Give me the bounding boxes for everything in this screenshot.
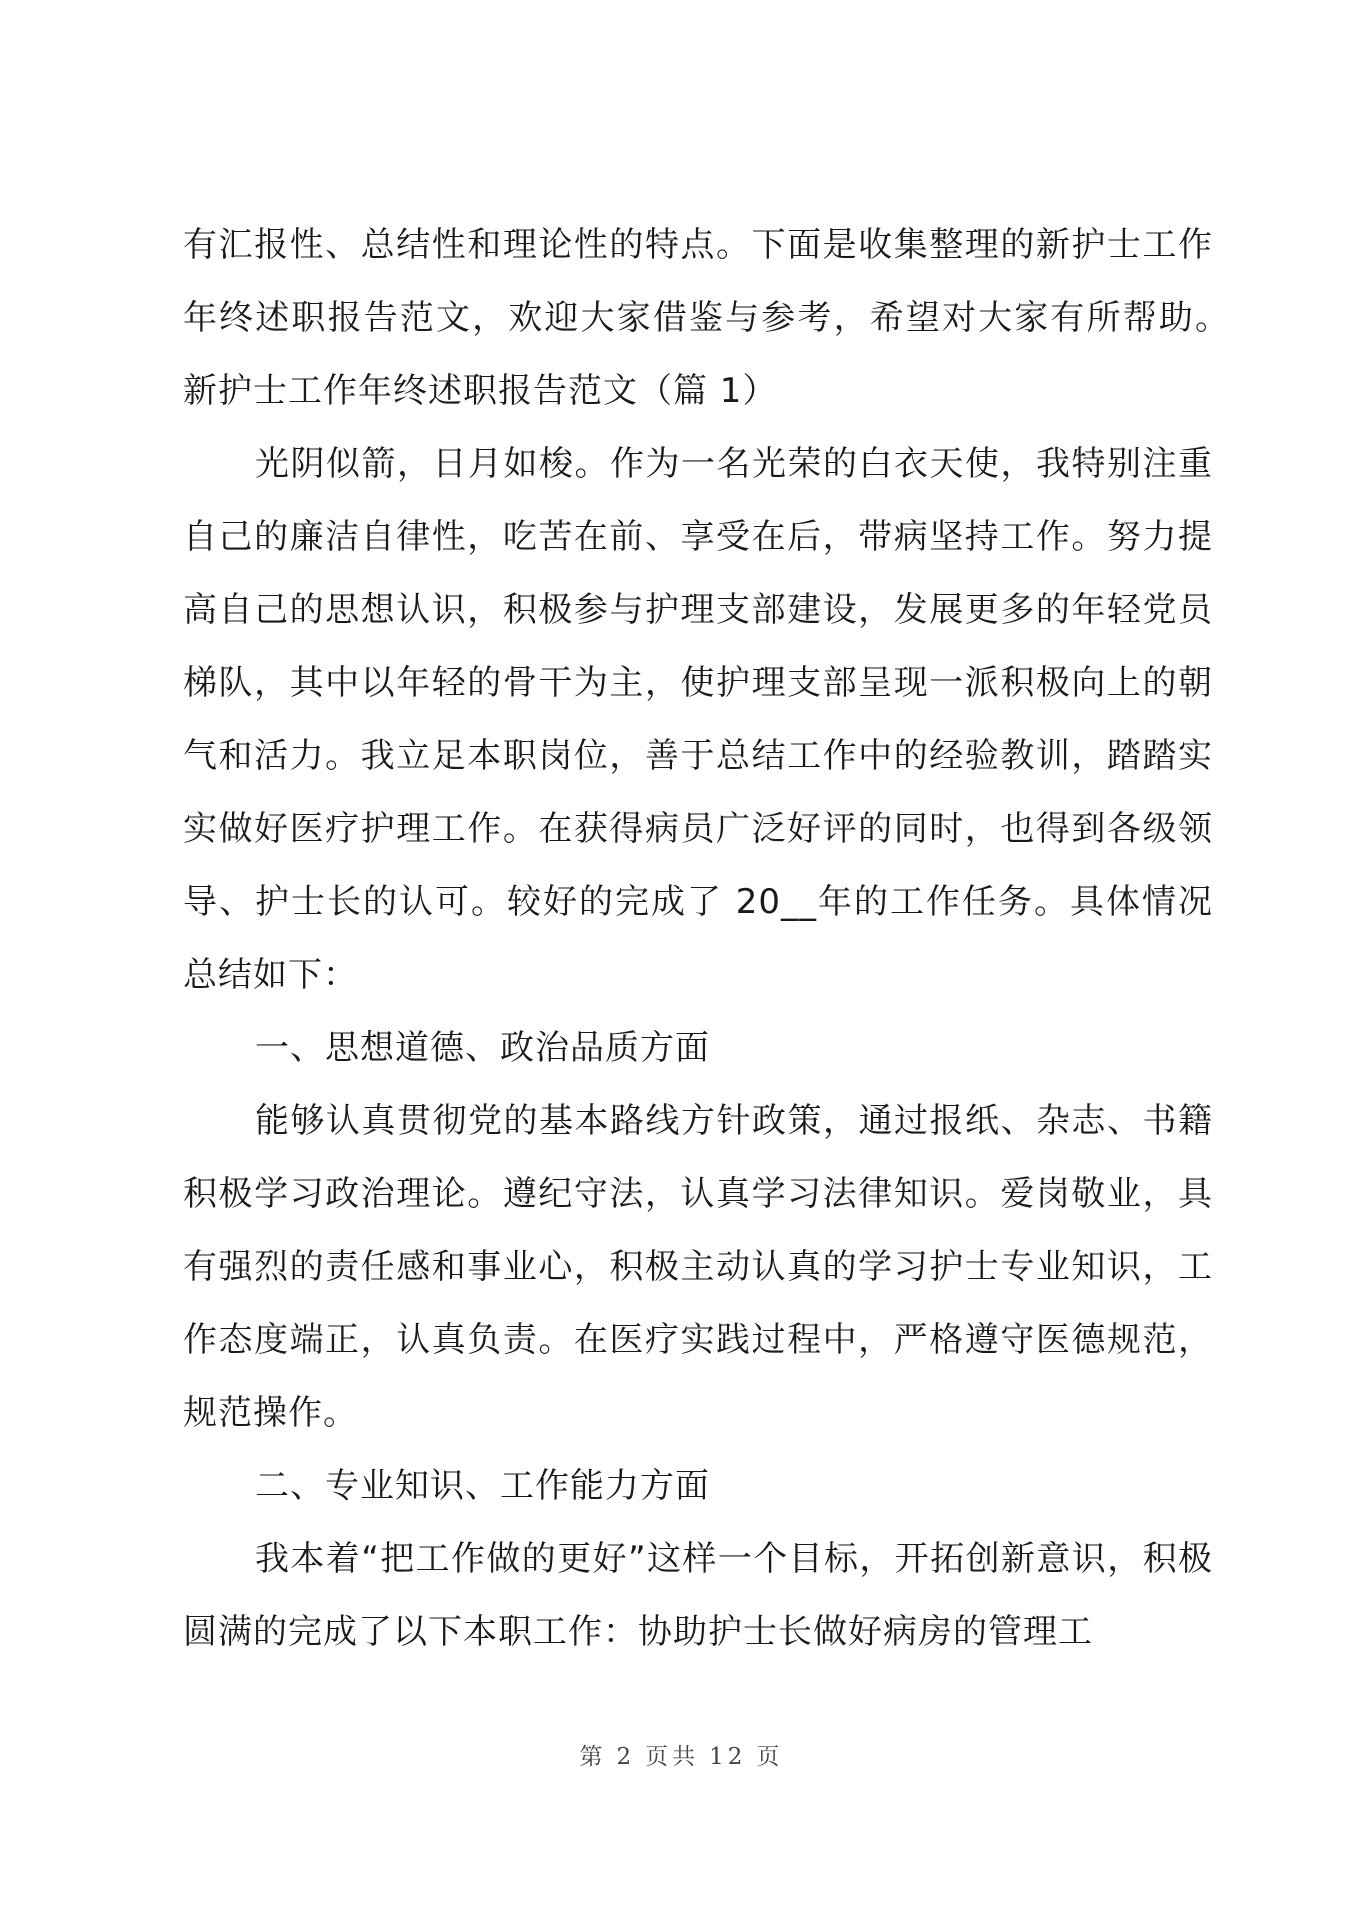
document-body — [183, 209, 1283, 1669]
footer-page-number: 2 — [616, 1744, 636, 1770]
section-heading-1: 一、思想道德、政治品质方面 — [255, 1028, 710, 1068]
intro-paragraph: 有汇报性、总结性和理论性的特点。下面是收集整理的新护士工作年终述职报告范文，欢迎大家借鉴与参考，希望对大家有所帮助。 新护士工作年终述职报告范文（篇 1） — [183, 225, 1283, 411]
paragraph-3: 我本着“把工作做的更好”这样一个目标，开拓创新意识，积极圆满的完成了以下本职工作：协助护士长做好病房的管理工 — [183, 1539, 1213, 1652]
page-footer — [0, 1738, 1363, 1771]
footer-middle: 页共 — [645, 1744, 700, 1770]
section-heading-2: 二、专业知识、工作能力方面 — [255, 1466, 710, 1506]
paragraph-2: 能够认真贯彻党的基本路线方针政策，通过报纸、杂志、书籍积极学习政治理论。遵纪守法，认真学习法律知识。爱岗敬业，具有强烈的责任感和事业心，积极主动认真的学习护士专业知识，工作态度端正，认真负责。在医疗实践过程中，严格遵守医德规范，规范操作。 — [183, 1101, 1213, 1433]
footer-prefix: 第 — [579, 1744, 607, 1770]
paragraph-1: 光阴似箭，日月如梭。作为一名光荣的白衣天使，我特别注重自己的廉洁自律性，吃苦在前、享受在后，带病坚持工作。努力提高自己的思想认识，积极参与护理支部建设，发展更多的年轻党员梯队，其中以年轻的骨干为主，使护理支部呈现一派积极向上的朝气和活力。我立足本职岗位，善于总结工作中的经验教训，踏踏实实做好医疗护理工作。在获得病员广泛好评的同时，也得到各级领导、护士长的认可。较好的完成了 20__年的工作任务。具体情况总结如下： — [183, 444, 1213, 995]
footer-total-pages: 12 — [709, 1744, 747, 1770]
footer-suffix: 页 — [756, 1744, 784, 1770]
